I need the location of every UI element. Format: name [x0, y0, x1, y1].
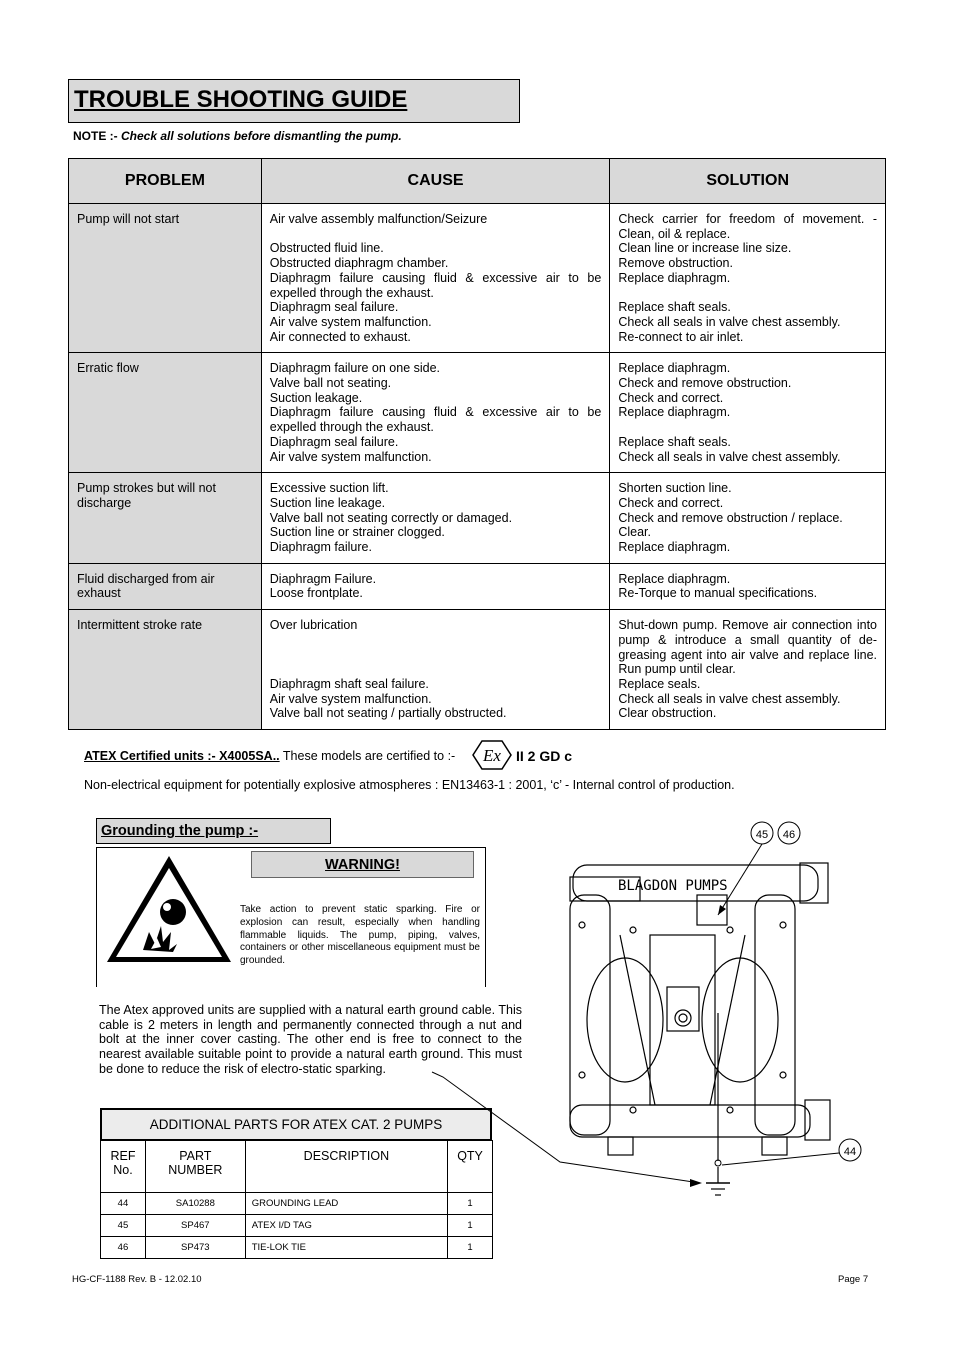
- atex-label: ATEX Certified units :- X4005SA..: [84, 749, 280, 763]
- table-row: [69, 563, 886, 609]
- cause-line: Valve ball not seating correctly or damaged.: [269, 510, 513, 525]
- table-row: [69, 473, 886, 564]
- warning-title: WARNING!: [325, 857, 400, 873]
- solution-line: Replace diaphragm.: [618, 540, 731, 555]
- cause-line: Air connected to exhaust.: [269, 329, 411, 344]
- solution-line: Check all seals in valve chest assembly.: [618, 449, 841, 464]
- solution-line: Clean line or increase line size.: [618, 241, 792, 256]
- solution-line: Shut-down pump. Remove air connection into pump & introduce a small quantity of de-greasing agent into air valve and replace line. Run pump until clear.: [618, 618, 877, 677]
- cell-solution: [610, 473, 886, 564]
- header-part: PART NUMBER: [145, 1141, 245, 1193]
- parts-cell-desc: ATEX I/D TAG: [245, 1215, 447, 1237]
- brand-label: BLAGDON PUMPS: [618, 878, 728, 894]
- explosion-warning-icon: [103, 852, 235, 968]
- column-header-problem: PROBLEM: [69, 159, 262, 204]
- cell-problem: [69, 563, 262, 609]
- header-desc: DESCRIPTION: [245, 1141, 447, 1193]
- note: NOTE :- Check all solutions before dismantling the pump.: [73, 129, 402, 143]
- cell-cause: [261, 204, 610, 353]
- solution-line: Re-connect to air inlet.: [618, 329, 744, 344]
- solution-line: Remove obstruction.: [618, 256, 733, 271]
- parts-cell-part: SA10288: [145, 1193, 245, 1215]
- cause-line: [270, 662, 602, 677]
- cell-solution: [610, 563, 886, 609]
- solution-line: Check and remove obstruction / replace.: [618, 510, 843, 525]
- parts-row: [101, 1215, 493, 1237]
- cause-line: Diaphragm failure causing fluid & excessive air to be expelled through the exhaust.: [269, 405, 602, 435]
- grounding-paragraph: The Atex approved units are supplied with a natural earth ground cable. This cable is 2 meters in length and permanently connected through a nut and bolt at the inner cover casting. The other end is free to connect to the nearest available suitable point to provide a natural earth ground. This must be done to reduce the risk of electro-static sparking.: [99, 1003, 522, 1076]
- cause-line: [270, 648, 602, 663]
- solution-line: Check carrier for freedom of movement. - Clean, oil & replace.: [618, 212, 877, 241]
- solution-line: Clear.: [618, 525, 651, 540]
- atex-category: II 2 GD c: [516, 748, 573, 764]
- footer-page-number: Page 7: [838, 1274, 869, 1285]
- cause-line: Diaphragm Failure.: [269, 571, 377, 586]
- solution-line: Check and correct.: [618, 495, 724, 510]
- cause-line: Air valve system malfunction.: [269, 449, 432, 464]
- header-ref: REF No.: [101, 1141, 146, 1193]
- header-qty: QTY: [448, 1141, 493, 1193]
- parts-cell-ref: 45: [101, 1215, 146, 1237]
- cell-problem: [69, 353, 262, 473]
- cause-line: Air valve system malfunction.: [269, 691, 432, 706]
- solution-line: [618, 286, 877, 301]
- problem-line: Pump strokes but will not discharge: [77, 481, 216, 510]
- non-electrical-statement: Non-electrical equipment for potentially explosive atmospheres : EN13463-1 : 2001, ‘c’ - Internal control of production.: [84, 778, 735, 792]
- page-title-box: [68, 79, 520, 123]
- cause-line: Air valve system malfunction.: [269, 314, 432, 329]
- footer-doc-ref: HG-CF-1188 Rev. B - 12.02.10: [72, 1274, 202, 1285]
- cell-solution: [610, 204, 886, 353]
- parts-cell-ref: 44: [101, 1193, 146, 1215]
- cause-line: Diaphragm failure on one side.: [269, 361, 441, 376]
- solution-line: Shorten suction line.: [618, 481, 732, 496]
- cause-line: Diaphragm shaft seal failure.: [269, 676, 429, 691]
- cell-solution: [610, 353, 886, 473]
- cell-solution: [610, 610, 886, 730]
- cause-line: Diaphragm failure causing fluid & excessive air to be expelled through the exhaust.: [269, 270, 602, 300]
- cause-line: Air valve assembly malfunction/Seizure: [269, 212, 488, 226]
- column-header-solution: SOLUTION: [610, 159, 886, 204]
- cause-line: Suction line leakage.: [269, 495, 386, 510]
- cause-line: Diaphragm seal failure.: [269, 300, 399, 315]
- cause-line: [270, 227, 602, 242]
- cell-cause: [261, 473, 610, 564]
- cause-line: Loose frontplate.: [269, 586, 363, 601]
- troubleshooting-body: [69, 204, 886, 730]
- troubleshooting-table: [68, 158, 886, 730]
- parts-cell-part: SP473: [145, 1237, 245, 1259]
- cause-line: Diaphragm failure.: [269, 540, 372, 555]
- cause-line: Suction leakage.: [269, 390, 363, 405]
- column-header-cause: CAUSE: [261, 159, 610, 204]
- cause-line: Excessive suction lift.: [269, 481, 389, 496]
- cause-line: Valve ball not seating / partially obstructed.: [269, 706, 507, 721]
- solution-line: Check all seals in valve chest assembly.: [618, 314, 841, 329]
- cause-line: [270, 633, 602, 648]
- solution-line: Check all seals in valve chest assembly.: [618, 691, 841, 706]
- parts-cell-desc: TIE-LOK TIE: [245, 1237, 447, 1259]
- cell-problem: [69, 610, 262, 730]
- solution-line: Replace diaphragm.: [618, 270, 731, 285]
- page-title: TROUBLE SHOOTING GUIDE: [74, 86, 408, 113]
- solution-line: Clear obstruction.: [618, 706, 717, 721]
- cell-cause: [261, 563, 610, 609]
- solution-line: Check and remove obstruction.: [618, 376, 792, 391]
- solution-line: Replace diaphragm.: [618, 361, 731, 376]
- grounding-title: Grounding the pump :-: [101, 823, 259, 839]
- parts-cell-desc: GROUNDING LEAD: [245, 1193, 447, 1215]
- callout-45: 45: [755, 829, 769, 841]
- ex-hexagon-icon: [472, 740, 512, 770]
- parts-table-title: ADDITIONAL PARTS FOR ATEX CAT. 2 PUMPS: [100, 1108, 492, 1141]
- problem-line: Erratic flow: [77, 361, 139, 376]
- cell-cause: [261, 353, 610, 473]
- parts-cell-qty: 1: [448, 1193, 493, 1215]
- note-text: Check all solutions before dismantling the pump.: [121, 129, 402, 143]
- cause-line: Suction line or strainer clogged.: [269, 525, 445, 540]
- callout-46: 46: [782, 829, 796, 841]
- svg-text:Ex: Ex: [483, 746, 501, 765]
- cell-problem: [69, 473, 262, 564]
- parts-cell-qty: 1: [448, 1215, 493, 1237]
- solution-line: Replace seals.: [618, 676, 701, 691]
- table-row: [69, 610, 886, 730]
- cell-cause: [261, 610, 610, 730]
- cause-line: Valve ball not seating.: [269, 376, 392, 391]
- table-row: [69, 353, 886, 473]
- pump-diagram: [420, 815, 890, 1205]
- problem-line: Intermittent stroke rate: [77, 618, 203, 633]
- cell-problem: [69, 204, 262, 353]
- callout-44: 44: [843, 1146, 857, 1158]
- solution-line: Replace diaphragm.: [618, 571, 731, 586]
- grounding-title-box: [96, 818, 331, 844]
- atex-text: These models are certified to :-: [282, 749, 456, 763]
- solution-line: Replace shaft seals.: [618, 434, 731, 449]
- parts-cell-ref: 46: [101, 1237, 146, 1259]
- cause-line: Diaphragm seal failure.: [269, 434, 399, 449]
- solution-line: [618, 420, 877, 435]
- parts-cell-part: SP467: [145, 1215, 245, 1237]
- parts-row: [101, 1237, 493, 1259]
- atex-statement: [84, 749, 455, 763]
- solution-line: Replace diaphragm.: [618, 405, 731, 420]
- problem-line: Pump will not start: [77, 212, 180, 226]
- solution-line: Replace shaft seals.: [618, 300, 731, 315]
- solution-line: Re-Torque to manual specifications.: [618, 586, 818, 601]
- table-row: [69, 204, 886, 353]
- cause-line: Over lubrication: [269, 618, 358, 633]
- problem-line: Fluid discharged from air exhaust: [77, 571, 215, 601]
- solution-line: Check and correct.: [618, 390, 724, 405]
- cause-line: Obstructed fluid line.: [269, 241, 384, 256]
- warning-text: Take action to prevent static sparking. Fire or explosion can result, especially when handling flammable liquids. The pump, piping, valves, containers or other miscellaneous equipment must be grounded.: [240, 904, 480, 967]
- parts-cell-qty: 1: [448, 1237, 493, 1259]
- cause-line: Obstructed diaphragm chamber.: [269, 256, 449, 271]
